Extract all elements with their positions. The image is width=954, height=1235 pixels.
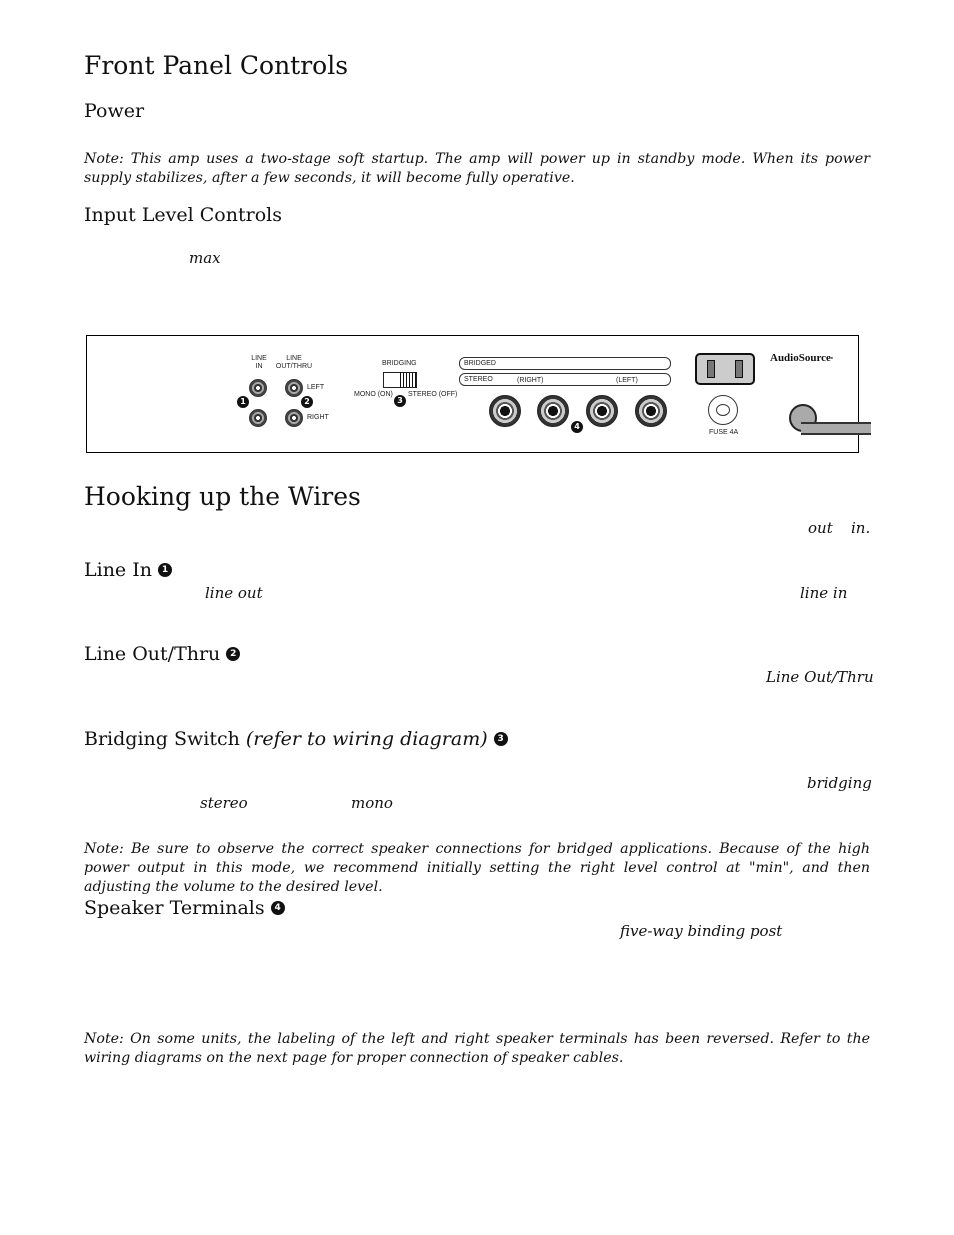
input-level-heading: Input Level Controls	[84, 204, 282, 226]
in-fragment: in.	[851, 519, 871, 537]
bridging-switch	[383, 372, 417, 388]
line-out-right-jack	[285, 409, 303, 427]
right-paren-label: (RIGHT)	[517, 377, 544, 384]
left-paren-label: (LEFT)	[616, 377, 638, 384]
max-fragment: max	[189, 249, 221, 267]
line-in-label: LINE IN	[251, 355, 267, 370]
speaker-post-1	[489, 395, 521, 427]
line-in-left-jack	[249, 379, 267, 397]
speaker-badge: 4	[271, 901, 285, 915]
stereo-label: STEREO	[464, 376, 493, 383]
line-in-badge: 1	[158, 563, 172, 577]
power-switch	[695, 353, 755, 385]
left-label: LEFT	[307, 384, 325, 391]
badge-4: 4	[571, 421, 583, 433]
out-fragment: out	[808, 519, 833, 537]
speaker-post-3	[586, 395, 618, 427]
power-cord	[801, 422, 871, 435]
line-in-fragment: line in	[800, 584, 848, 602]
power-note: Note: This amp uses a two-stage soft startup. The amp will power up in standby mode. When its power supply stabilizes, after a few seconds, it will become fully operative.	[84, 151, 870, 186]
stereo-off-label: STEREO (OFF)	[408, 391, 458, 398]
badge-2: 2	[301, 396, 313, 408]
line-out-thru-badge: 2	[226, 647, 240, 661]
bridged-label: BRIDGED	[464, 360, 496, 367]
fuse-label: FUSE 4A	[709, 429, 739, 436]
fuse-holder	[708, 395, 738, 425]
line-out-thru-label: LINE OUT/THRU	[275, 355, 313, 370]
rear-panel-diagram	[86, 335, 859, 453]
brand-mark: •	[830, 356, 834, 362]
mono-fragment: mono	[351, 794, 393, 812]
line-out-fragment: line out	[205, 584, 263, 602]
line-in-right-jack	[249, 409, 267, 427]
bridging-label: BRIDGING	[382, 360, 417, 367]
power-heading: Power	[84, 100, 145, 122]
bridging-note: Note: Be sure to observe the correct speaker connections for bridged applications. Because of the high power output in this mode, we recommend initially setting the right level control at "min", and then adjusting the volume to the desired level.	[84, 841, 870, 895]
badge-3: 3	[394, 395, 406, 407]
brand-logo	[770, 352, 833, 364]
brand-name: AudioSource	[770, 352, 831, 364]
stereo-fragment: stereo	[200, 794, 248, 812]
binding-post-fragment: five-way binding post	[620, 922, 783, 940]
bridging-fragment: bridging	[807, 774, 872, 792]
speaker-note: Note: On some units, the labeling of the left and right speaker terminals has been reversed. Refer to the wiring diagrams on the next page for proper connection of speaker cables.	[84, 1031, 870, 1066]
line-in-heading: Line In 1	[84, 559, 172, 581]
right-label: RIGHT	[307, 414, 329, 421]
bridging-heading-italic: (refer to wiring diagram)	[245, 728, 488, 750]
wires-title: Hooking up the Wires	[84, 482, 361, 511]
speaker-post-4	[635, 395, 667, 427]
badge-1: 1	[237, 396, 249, 408]
page-title: Front Panel Controls	[84, 51, 349, 80]
bridging-badge: 3	[494, 732, 508, 746]
mono-on-label: MONO (ON)	[354, 391, 393, 398]
line-out-thru-heading: Line Out/Thru 2	[84, 643, 240, 665]
line-out-left-jack	[285, 379, 303, 397]
line-out-thru-fragment: Line Out/Thru	[766, 668, 874, 686]
speaker-terminals-heading: Speaker Terminals 4	[84, 897, 285, 919]
speaker-post-2	[537, 395, 569, 427]
bridging-heading: Bridging Switch (refer to wiring diagram) 3	[84, 728, 508, 750]
